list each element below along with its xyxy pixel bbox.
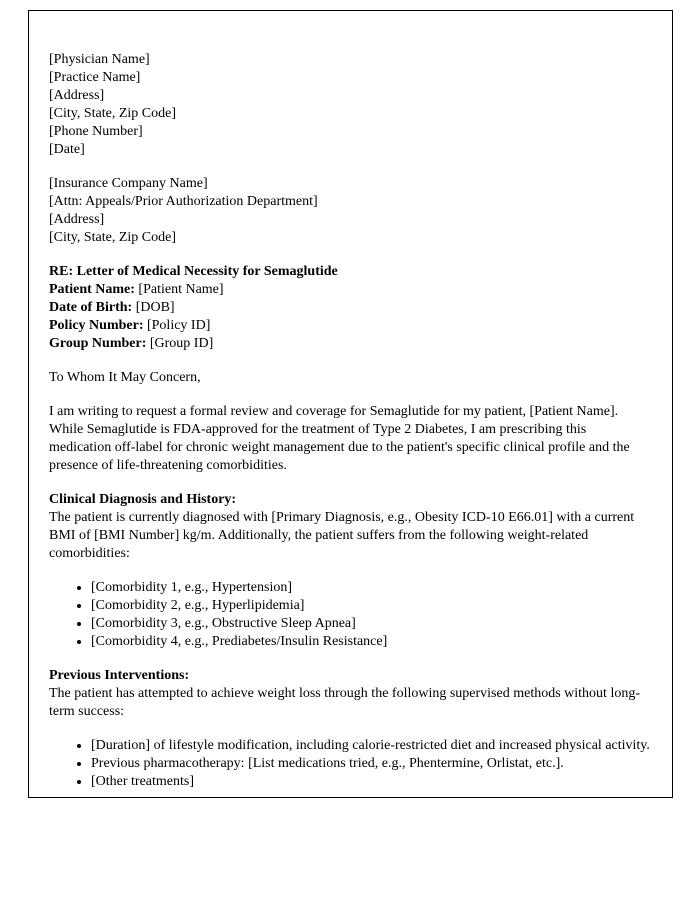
patient-name-value: [Patient Name] [138, 282, 224, 297]
list-item: • [Comorbidity 1, e.g., Hypertension] [91, 579, 651, 597]
interventions-list [49, 737, 651, 791]
previous-interventions-heading: Previous Interventions: [49, 668, 190, 683]
clinical-diagnosis-section [49, 491, 651, 563]
group-number-field [49, 335, 651, 353]
date-of-birth-value: [DOB] [135, 300, 175, 315]
sender-practice-name: [Practice Name] [49, 70, 141, 85]
previous-interventions-section [49, 667, 651, 721]
list-item: • [Comorbidity 2, e.g., Hyperlipidemia] [91, 597, 651, 615]
sender-city-state-zip: [City, State, Zip Code] [49, 106, 177, 121]
previous-interventions-body: The patient has attempted to achieve weight loss through the following supervised methods without long-term success: [49, 686, 640, 719]
recipient-attn-line: [Attn: Appeals/Prior Authorization Department] [49, 194, 318, 209]
letter-document [28, 10, 673, 798]
sender-phone: [Phone Number] [49, 124, 143, 139]
recipient-company-name: [Insurance Company Name] [49, 176, 208, 191]
list-item: • [Comorbidity 3, e.g., Obstructive Sleep Apnea] [91, 615, 651, 633]
date-of-birth-label: Date of Birth: [49, 300, 133, 315]
sender-address: [Address] [49, 88, 105, 103]
policy-number-label: Policy Number: [49, 318, 144, 333]
recipient-city-state-zip: [City, State, Zip Code] [49, 230, 177, 245]
list-item: • [Other treatments] [91, 773, 651, 791]
policy-number-field [49, 317, 651, 335]
recipient-address: [Address] [49, 212, 105, 227]
comorbidity-list [49, 579, 651, 651]
intro-paragraph: I am writing to request a formal review and coverage for Semaglutide for my patient, [Patient Name]. While Semaglutide is FDA-approved for the treatment of Type 2 Diabetes, I am prescribing this medication off-label for chronic weight management due to the patient's specific clinical profile and the presence of life-threatening comorbidities. [49, 404, 630, 473]
group-number-value: [Group ID] [149, 336, 214, 351]
patient-name-field [49, 281, 651, 299]
patient-name-label: Patient Name: [49, 282, 135, 297]
list-item: • [Comorbidity 4, e.g., Prediabetes/Insulin Resistance] [91, 633, 651, 651]
list-item: • Previous pharmacotherapy: [List medications tried, e.g., Phentermine, Orlistat, etc.]. [91, 755, 651, 773]
salutation: To Whom It May Concern, [49, 370, 201, 385]
letter-date: [Date] [49, 142, 85, 157]
date-of-birth-field [49, 299, 651, 317]
recipient-address-block [49, 175, 651, 247]
clinical-diagnosis-body: The patient is currently diagnosed with [Primary Diagnosis, e.g., Obesity ICD-10 E66.01] with a current BMI of [BMI Number] kg/m. Additionally, the patient suffers from the following weight-related comorbidities: [49, 510, 635, 561]
subject-and-patient-block [49, 263, 651, 353]
clinical-diagnosis-heading: Clinical Diagnosis and History: [49, 492, 237, 507]
subject-line: RE: Letter of Medical Necessity for Semaglutide [49, 264, 338, 279]
policy-number-value: [Policy ID] [146, 318, 211, 333]
sender-address-block [49, 51, 651, 159]
sender-physician-name: [Physician Name] [49, 52, 150, 67]
list-item: • [Duration] of lifestyle modification, including calorie-restricted diet and increased physical activity. [91, 737, 651, 755]
group-number-label: Group Number: [49, 336, 147, 351]
